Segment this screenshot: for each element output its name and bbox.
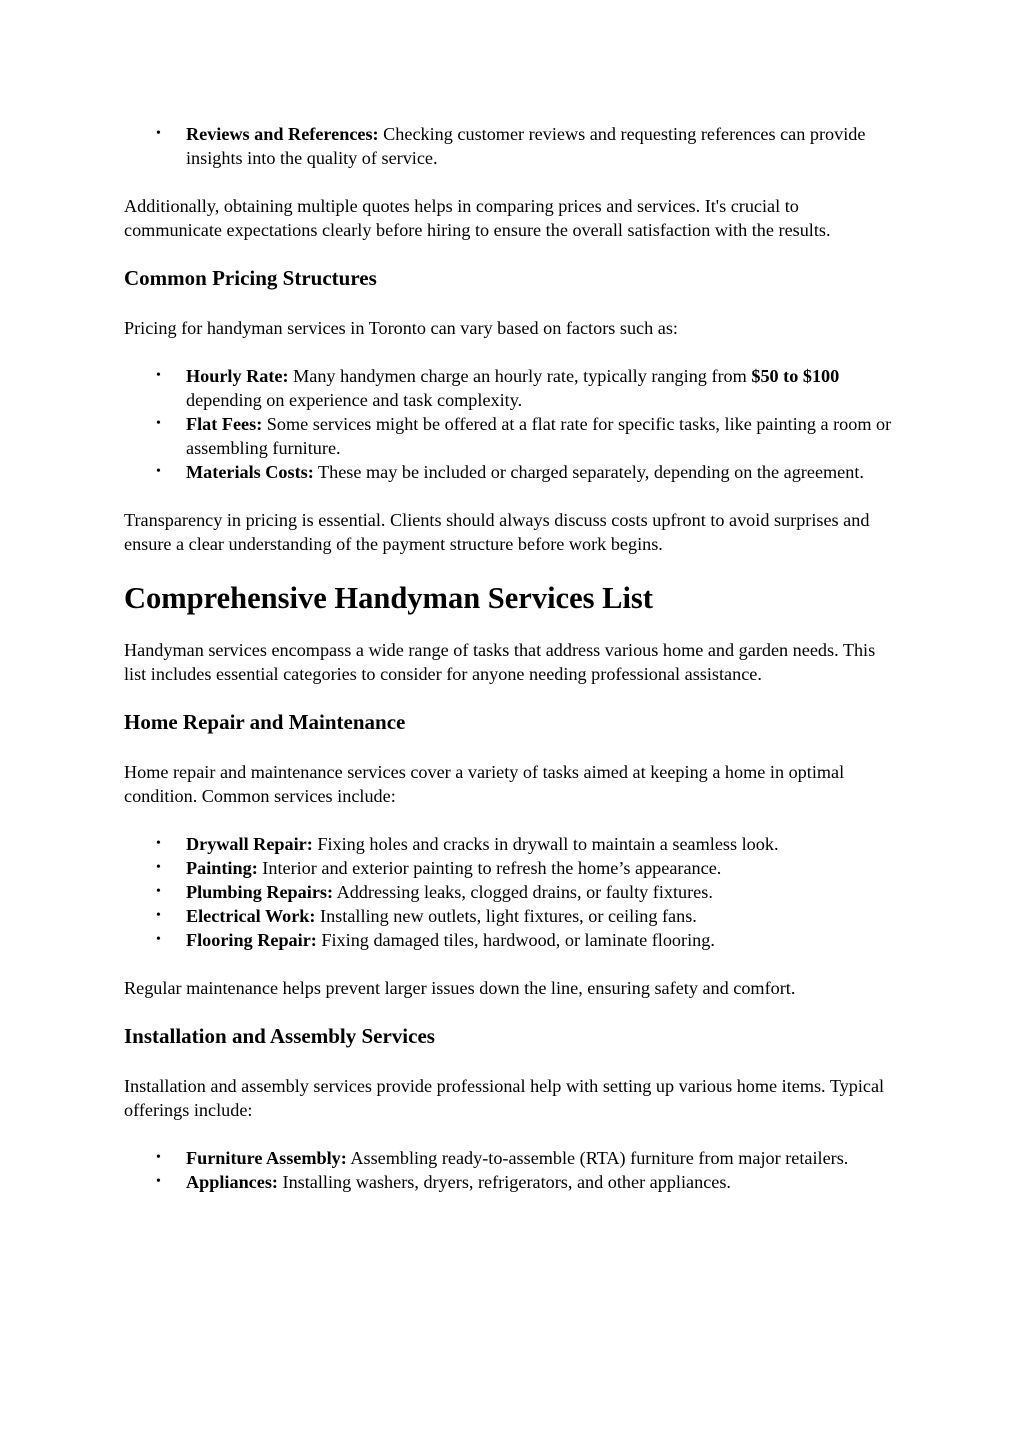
list-item [156, 832, 899, 856]
list-item [156, 460, 899, 484]
section-heading-pricing: Common Pricing Structures [124, 266, 377, 290]
list-item [156, 412, 899, 460]
list-item-term: Hourly Rate: [186, 366, 289, 386]
bullet-icon: • [156, 464, 161, 479]
services-intro: Handyman services encompass a wide range of tasks that address various home and garden needs. This list includes essential categories to consider for anyone needing professional assistance. [124, 640, 876, 684]
document-page [124, 122, 899, 1218]
list-item-text: Fixing damaged tiles, hardwood, or laminate flooring. [316, 930, 715, 950]
bullet-icon: • [156, 932, 161, 947]
list-item-text: Installing washers, dryers, refrigerators, and other appliances. [277, 1172, 731, 1192]
section-heading-installation: Installation and Assembly Services [124, 1024, 435, 1048]
list-item-text: Interior and exterior painting to refresh the home’s appearance. [257, 858, 722, 878]
bullet-icon: • [156, 1174, 161, 1189]
list-item [156, 880, 899, 904]
installation-list [124, 1146, 899, 1194]
list-item [156, 364, 899, 412]
list-item-text: Fixing holes and cracks in drywall to maintain a seamless look. [312, 834, 779, 854]
list-item-text: Addressing leaks, clogged drains, or faulty fixtures. [333, 882, 713, 902]
intro-paragraph: Additionally, obtaining multiple quotes helps in comparing prices and services. It's crucial to communicate expectations clearly before hiring to ensure the overall satisfaction with the results. [124, 196, 831, 240]
list-item [156, 928, 899, 952]
bullet-icon: • [156, 884, 161, 899]
installation-lead: Installation and assembly services provide professional help with setting up various home items. Typical offerings include: [124, 1076, 885, 1120]
list-item-term: Appliances: [186, 1172, 278, 1192]
list-item-text: depending on experience and task complexity. [186, 390, 523, 410]
list-item-text: Checking customer reviews and requesting references can provide insights into the quality of service. [186, 124, 866, 168]
section-heading-repair: Home Repair and Maintenance [124, 710, 406, 734]
list-item-text: Some services might be offered at a flat rate for specific tasks, like painting a room or assembling furniture. [186, 414, 892, 458]
list-item-term: Drywall Repair: [186, 834, 313, 854]
pricing-list [124, 364, 899, 484]
bullet-icon: • [156, 416, 161, 431]
list-item-term: Electrical Work: [186, 906, 316, 926]
list-item-term: Flat Fees: [186, 414, 263, 434]
list-item-term: Flooring Repair: [186, 930, 317, 950]
list-item-term: Materials Costs: [186, 462, 314, 482]
repair-closing: Regular maintenance helps prevent larger issues down the line, ensuring safety and comfort. [124, 978, 796, 998]
bullet-icon: • [156, 1150, 161, 1165]
bullet-icon: • [156, 368, 161, 383]
list-item [156, 122, 899, 170]
list-item-term: Painting: [186, 858, 258, 878]
section-heading-services: Comprehensive Handyman Services List [124, 581, 653, 615]
list-item [156, 1146, 899, 1170]
list-item [156, 904, 899, 928]
repair-lead: Home repair and maintenance services cover a variety of tasks aimed at keeping a home in optimal condition. Common services include: [124, 762, 845, 806]
list-item-text: Assembling ready-to-assemble (RTA) furniture from major retailers. [346, 1148, 849, 1168]
bullet-icon: • [156, 860, 161, 875]
list-item-term: Reviews and References: [186, 124, 379, 144]
intro-list [124, 122, 899, 170]
bullet-icon: • [156, 908, 161, 923]
list-item-text: Many handymen charge an hourly rate, typically ranging from [288, 366, 752, 386]
list-item-term: Furniture Assembly: [186, 1148, 347, 1168]
pricing-lead: Pricing for handyman services in Toronto can vary based on factors such as: [124, 318, 678, 338]
list-item [156, 1170, 899, 1194]
pricing-closing: Transparency in pricing is essential. Clients should always discuss costs upfront to avoid surprises and ensure a clear understanding of the payment structure before work begins. [124, 510, 870, 554]
bullet-icon: • [156, 836, 161, 851]
bullet-icon: • [156, 126, 161, 141]
list-item-text: Installing new outlets, light fixtures, or ceiling fans. [315, 906, 697, 926]
repair-list [124, 832, 899, 952]
list-item [156, 856, 899, 880]
price-range: $50 to $100 [751, 366, 840, 386]
list-item-term: Plumbing Repairs: [186, 882, 334, 902]
list-item-text: These may be included or charged separately, depending on the agreement. [313, 462, 864, 482]
